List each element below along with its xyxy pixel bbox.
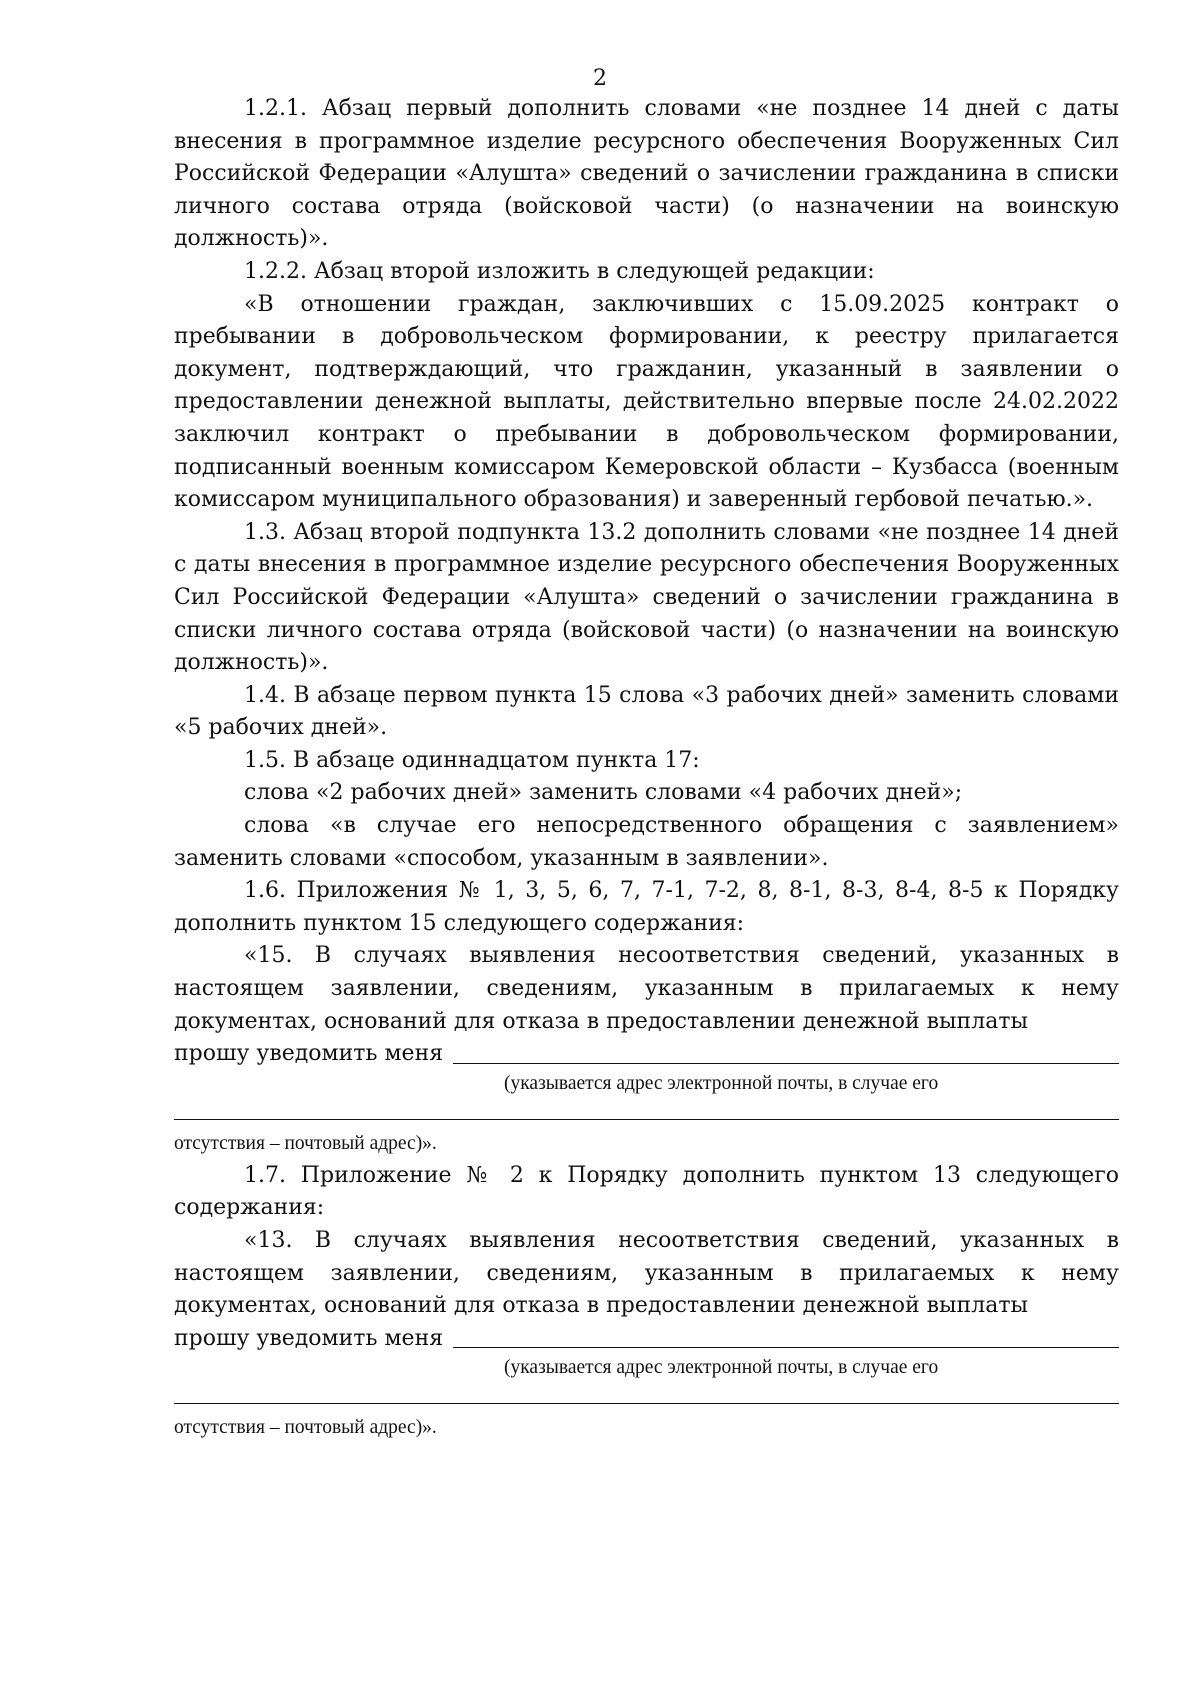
paragraph-1-7: 1.7. Приложение № 2 к Порядку дополнить пунктом 13 следующего содержания: — [174, 1162, 1119, 1221]
blank-hint-tail: отсутствия – почтовый адрес)». — [174, 1132, 437, 1154]
blank-hint: (указывается адрес электронной почты, в случае его — [504, 1357, 939, 1379]
notify-label: прошу уведомить меня — [174, 1325, 444, 1351]
blank-hint: (указывается адрес электронной почты, в случае его — [504, 1072, 939, 1094]
paragraph-1-4: 1.4. В абзаце первом пункта 15 слова «3 рабочих дней» заменить словами «5 рабочих дней». — [174, 682, 1119, 741]
paragraph-1-5-item-a: слова «2 рабочих дней» заменить словами «4 рабочих дней»; — [244, 780, 963, 806]
address-blank-line — [174, 1402, 1119, 1404]
paragraph-1-3: 1.3. Абзац второй подпункта 13.2 дополнить словами «не позднее 14 дней с даты внесения в программное изделие ресурсного обеспечения Вооруженных Сил Российской Федерации «Алушта» сведений о зачислении гражданина в списки личного состава отряда (войсковой части) (о назначении на воинскую должность)». — [174, 519, 1119, 676]
notify-fill-line-2 — [174, 1323, 1119, 1356]
blank-hint-tail: отсутствия – почтовый адрес)». — [174, 1417, 437, 1439]
notify-label: прошу уведомить меня — [174, 1041, 444, 1067]
paragraph-1-6: 1.6. Приложения № 1, 3, 5, 6, 7, 7-1, 7-2, 8, 8-1, 8-3, 8-4, 8-5 к Порядку дополнить пунктом 15 следующего содержания: — [174, 878, 1119, 936]
paragraph-1-2-2: 1.2.2. Абзац второй изложить в следующей редакции: — [244, 258, 875, 284]
address-blank-line — [174, 1118, 1119, 1120]
document-body — [174, 93, 1119, 1444]
paragraph-1-5-item-b: слова «в случае его непосредственного обращения с заявлением» заменить словами «способом, указанным в заявлении». — [174, 813, 1119, 871]
page-number: 2 — [593, 66, 607, 91]
email-blank-line — [453, 1062, 1119, 1064]
paragraph-1-5: 1.5. В абзаце одиннадцатом пункта 17: — [244, 747, 700, 773]
email-blank-line — [453, 1346, 1119, 1348]
notify-fill-line-1 — [174, 1038, 1119, 1071]
paragraph-1-2-1: 1.2.1. Абзац первый дополнить словами «не позднее 14 дней с даты внесения в программное изделие ресурсного обеспечения Вооруженных Сил Российской Федерации «Алушта» сведений о зачислении гражданина в списки личного состава отряда (войсковой части) (о назначении на воинскую должность)». — [174, 96, 1119, 252]
paragraph-1-6-quote: «15. В случаях выявления несоответствия сведений, указанных в настоящем заявлении, сведениям, указанным в прилагаемых к нему документах, оснований для отказа в предоставлении денежной выплаты — [174, 943, 1119, 1034]
paragraph-1-7-quote: «13. В случаях выявления несоответствия сведений, указанных в настоящем заявлении, сведениям, указанным в прилагаемых к нему документах, оснований для отказа в предоставлении денежной выплаты — [174, 1228, 1119, 1319]
paragraph-1-2-2-quote: «В отношении граждан, заключивших с 15.09.2025 контракт о пребывании в добровольческом формировании, к реестру прилагается документ, подтверждающий, что гражданин, указанный в заявлении о предоставлении денежной выплаты, действительно впервые после 24.02.2022 заключил контракт о пребывании в добровольческом формировании, подписанный военным комиссаром Кемеровской области – Кузбасса (военным комиссаром муниципального образования) и заверенный гербовой печатью.». — [174, 291, 1119, 513]
